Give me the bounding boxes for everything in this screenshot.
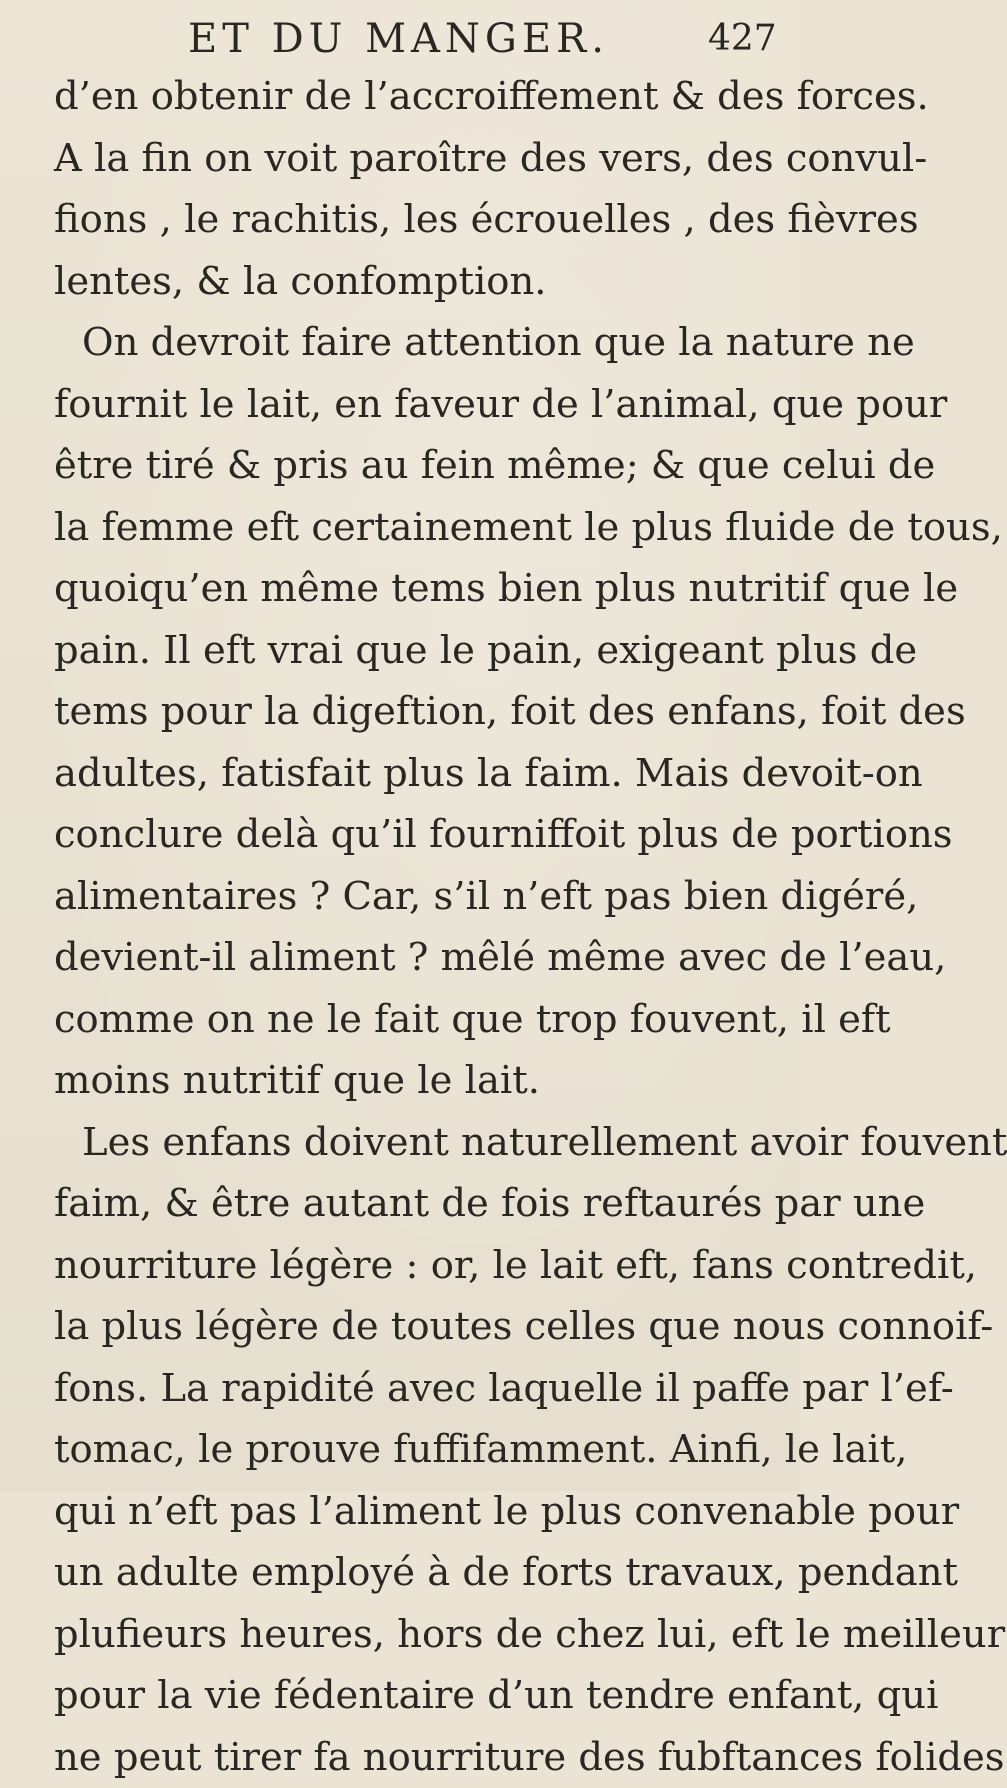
running-head: ET DU MANGER. — [188, 16, 609, 62]
text-line: fons. La rapidité avec laquelle il paffe par l’ef- — [54, 1358, 766, 1420]
text-line: faim, & être autant de fois reftaurés par une — [54, 1173, 766, 1235]
text-line: devient-il aliment ? mêlé même avec de l’eau, — [54, 927, 766, 989]
text-line: lentes, & la confomption. — [54, 251, 766, 313]
text-line: On devroit faire attention que la nature ne — [54, 312, 766, 374]
text-line: adultes, fatisfait plus la faim. Mais devoit-on — [54, 743, 766, 805]
text-line: pain. Il eft vrai que le pain, exigeant plus de — [54, 620, 766, 682]
text-line: plufieurs heures, hors de chez lui, eft le meilleur — [54, 1604, 766, 1666]
page-number: 427 — [708, 18, 777, 59]
text-line: comme on ne le fait que trop fouvent, il eft — [54, 989, 766, 1051]
text-line: un adulte employé à de forts travaux, pendant — [54, 1542, 766, 1604]
text-line: d’en obtenir de l’accroiffement & des forces. — [54, 66, 766, 128]
text-line: tems pour la digeftion, foit des enfans, foit des — [54, 681, 766, 743]
text-line: la plus légère de toutes celles que nous connoif- — [54, 1296, 766, 1358]
text-line: moins nutritif que le lait. — [54, 1050, 766, 1112]
text-line: fions , le rachitis, les écrouelles , des fièvres — [54, 189, 766, 251]
text-line: nourriture légère : or, le lait eft, fans contredit, — [54, 1235, 766, 1297]
text-line: la femme eft certainement le plus fluide de tous, — [54, 497, 766, 559]
text-line: Les enfans doivent naturellement avoir fouvent — [54, 1112, 766, 1174]
text-line: quoiqu’en même tems bien plus nutritif que le — [54, 558, 766, 620]
text-line: fournit le lait, en faveur de l’animal, que pour — [54, 374, 766, 436]
text-line: A la fin on voit paroître des vers, des convul- — [54, 128, 766, 190]
text-line: qui n’eft pas l’aliment le plus convenable pour — [54, 1481, 766, 1543]
text-line: conclure delà qu’il fourniffoit plus de portions — [54, 804, 766, 866]
text-line: tomac, le prouve fuffifamment. Ainfi, le lait, — [54, 1419, 766, 1481]
text-line: ne peut tirer fa nourriture des fubftances folides — [54, 1727, 766, 1788]
text-line: être tiré & pris au fein même; & que celui de — [54, 435, 766, 497]
text-line: pour la vie fédentaire d’un tendre enfant, qui — [54, 1665, 766, 1727]
page-header — [0, 14, 800, 64]
body-text — [54, 66, 766, 1788]
text-line: alimentaires ? Car, s’il n’eft pas bien digéré, — [54, 866, 766, 928]
